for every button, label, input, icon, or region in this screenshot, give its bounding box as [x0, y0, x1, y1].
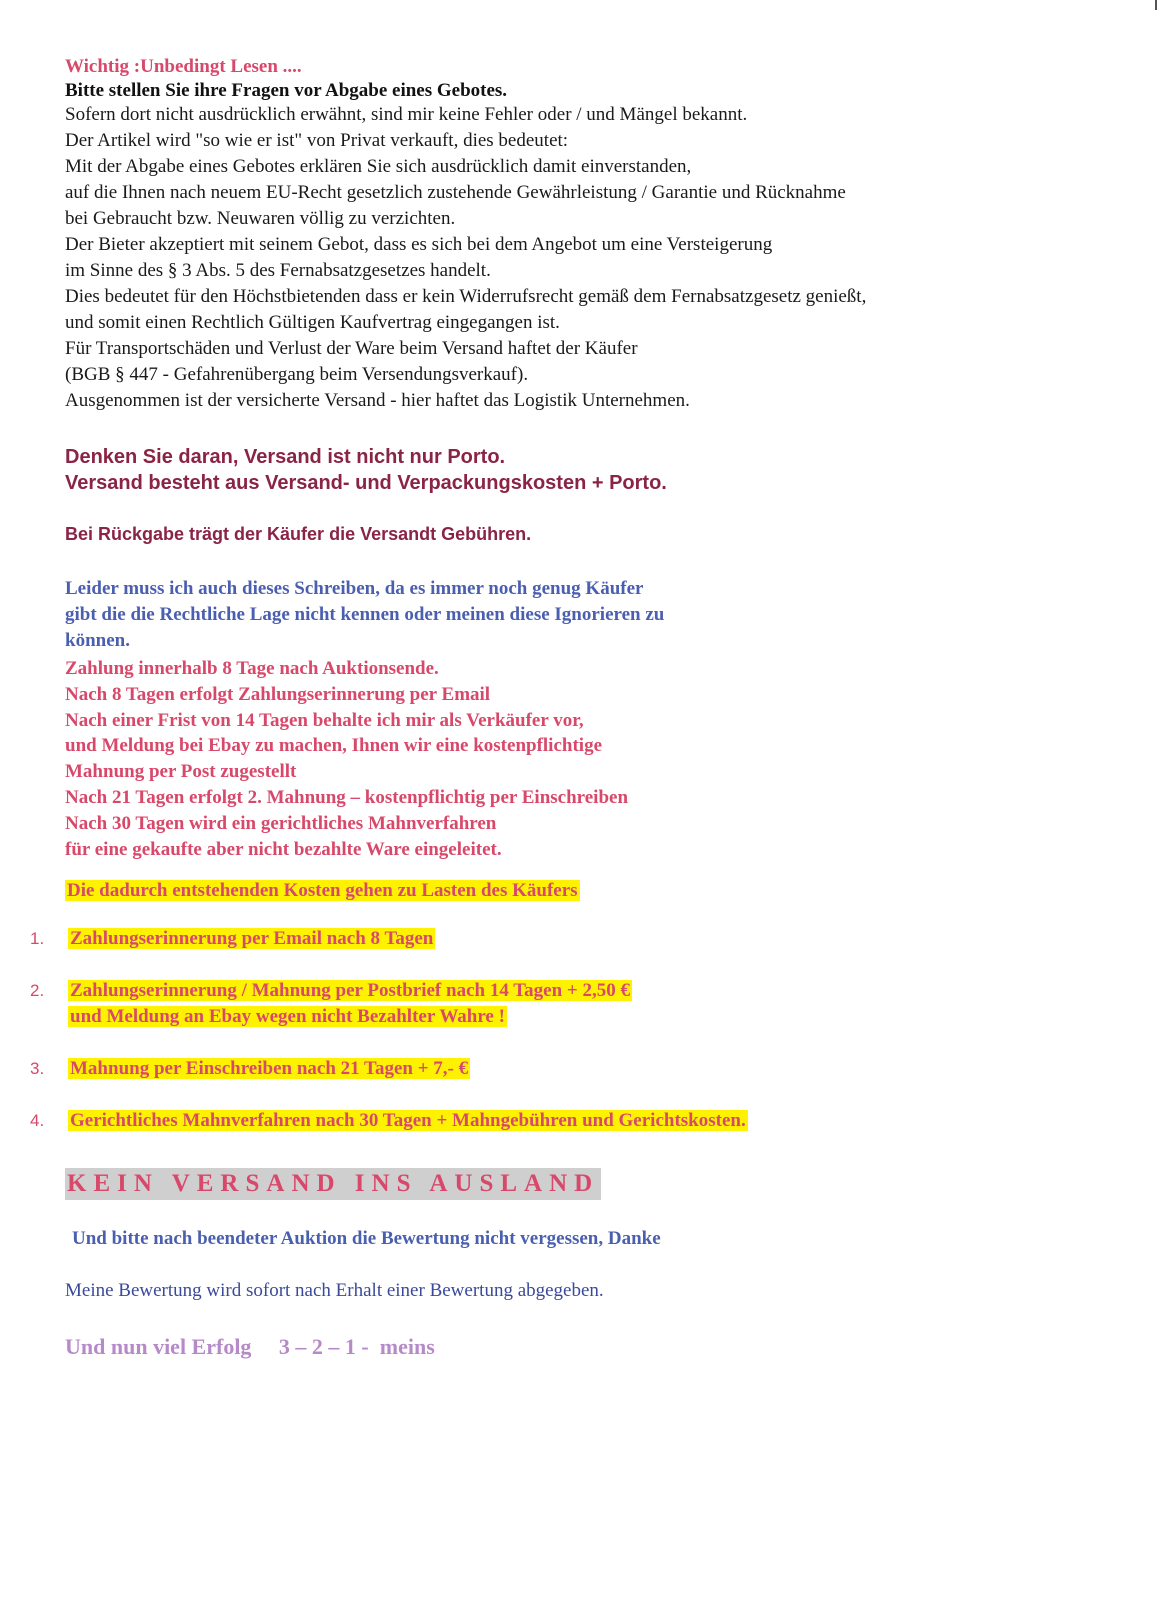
costs-highlight: Die dadurch entstehenden Kosten gehen zu Lasten des Käufers [67, 880, 578, 901]
payment-line: Nach 30 Tagen wird ein gerichtliches Mahnverfahren [65, 812, 497, 834]
buyer-note-line: können. [65, 630, 130, 651]
questions-notice: Bitte stellen Sie ihre Fragen vor Abgabe eines Gebotes. [65, 80, 508, 101]
step-line: Zahlungserinnerung per Email nach 8 Tagen [70, 928, 434, 949]
legal-line: Ausgenommen ist der versicherte Versand - hier haftet das Logistik Unternehmen. [65, 390, 690, 411]
payment-line: Zahlung innerhalb 8 Tage nach Auktionsende. [65, 658, 439, 679]
legal-line: Der Bieter akzeptiert mit seinem Gebot, dass es sich bei dem Angebot um eine Versteigerung [65, 234, 773, 255]
shipping-line-1: Denken Sie daran, Versand ist nicht nur Porto. [65, 446, 506, 468]
step-number: 1. [30, 929, 45, 948]
legal-line: Dies bedeutet für den Höchstbietenden dass er kein Widerrufsrecht gemäß dem Fernabsatzgesetz genießt, [65, 286, 867, 307]
legal-line: im Sinne des § 3 Abs. 5 des Fernabsatzgesetzes handelt. [65, 260, 491, 281]
important-title: Wichtig :Unbedingt Lesen .... [65, 56, 302, 77]
no-international-shipping-banner: KEIN VERSAND INS AUSLAND [65, 1168, 601, 1200]
step-line: Zahlungserinnerung / Mahnung per Postbrief nach 14 Tagen + 2,50 € [70, 980, 630, 1001]
farewell-text: Und nun viel Erfolg 3 – 2 – 1 - meins [65, 1334, 435, 1359]
legal-terms [65, 102, 866, 414]
buyer-note-line: Leider muss ich auch dieses Schreiben, da es immer noch genug Käufer [65, 578, 644, 599]
scan-edge-mark [1155, 0, 1157, 10]
legal-line: Mit der Abgabe eines Gebotes erklären Sie sich ausdrücklich damit einverstanden, [65, 156, 692, 177]
shipping-line-2: Versand besteht aus Versand- und Verpackungskosten + Porto. [65, 472, 667, 494]
legal-line: Der Artikel wird "so wie er ist" von Privat verkauft, dies bedeutet: [65, 130, 569, 151]
rating-request: Und bitte nach beendeter Auktion die Bewertung nicht vergessen, Danke [72, 1228, 661, 1249]
payment-line: und Meldung bei Ebay zu machen, Ihnen wir eine kostenpflichtige [65, 735, 603, 757]
legal-line: (BGB § 447 - Gefahrenübergang beim Versendungsverkauf). [65, 364, 529, 385]
step-text [68, 1108, 748, 1134]
step-line: und Meldung an Ebay wegen nicht Bezahlter Wahre ! [70, 1006, 505, 1027]
step-number: 2. [30, 981, 45, 1000]
shipping-notice [65, 444, 667, 496]
return-notice: Bei Rückgabe trägt der Käufer die Versandt Gebühren. [65, 524, 532, 544]
legal-line: auf die Ihnen nach neuem EU-Recht gesetzlich zustehende Gewährleistung / Garantie und Rücknahme [65, 182, 846, 203]
step-line: Gerichtliches Mahnverfahren nach 30 Tagen + Mahngebühren und Gerichtskosten. [70, 1110, 746, 1131]
payment-line: für eine gekaufte aber nicht bezahlte Ware eingeleitet. [65, 838, 502, 860]
step-line: Mahnung per Einschreiben nach 21 Tagen + 7,- € [70, 1058, 469, 1079]
payment-terms [65, 656, 628, 862]
step-text [68, 926, 435, 952]
payment-line: Mahnung per Post zugestellt [65, 761, 297, 783]
step-text [68, 1056, 470, 1082]
rating-info: Meine Bewertung wird sofort nach Erhalt einer Bewertung abgegeben. [65, 1280, 604, 1301]
costs-notice [65, 878, 580, 904]
buyer-note [65, 576, 664, 654]
legal-line: Sofern dort nicht ausdrücklich erwähnt, sind mir keine Fehler oder / und Mängel bekannt. [65, 104, 748, 125]
payment-line: Nach 21 Tagen erfolgt 2. Mahnung – kostenpflichtig per Einschreiben [65, 786, 629, 808]
buyer-note-line: gibt die die Rechtliche Lage nicht kennen oder meinen diese Ignorieren zu [65, 604, 665, 625]
step-number: 3. [30, 1059, 45, 1078]
payment-line: Nach 8 Tagen erfolgt Zahlungserinnerung per Email [65, 683, 491, 705]
legal-line: bei Gebraucht bzw. Neuwaren völlig zu verzichten. [65, 208, 456, 229]
legal-line: Für Transportschäden und Verlust der Ware beim Versand haftet der Käufer [65, 338, 638, 359]
step-number: 4. [30, 1111, 45, 1130]
legal-line: und somit einen Rechtlich Gültigen Kaufvertrag eingegangen ist. [65, 312, 560, 333]
step-text [68, 978, 632, 1030]
payment-line: Nach einer Frist von 14 Tagen behalte ich mir als Verkäufer vor, [65, 709, 584, 731]
